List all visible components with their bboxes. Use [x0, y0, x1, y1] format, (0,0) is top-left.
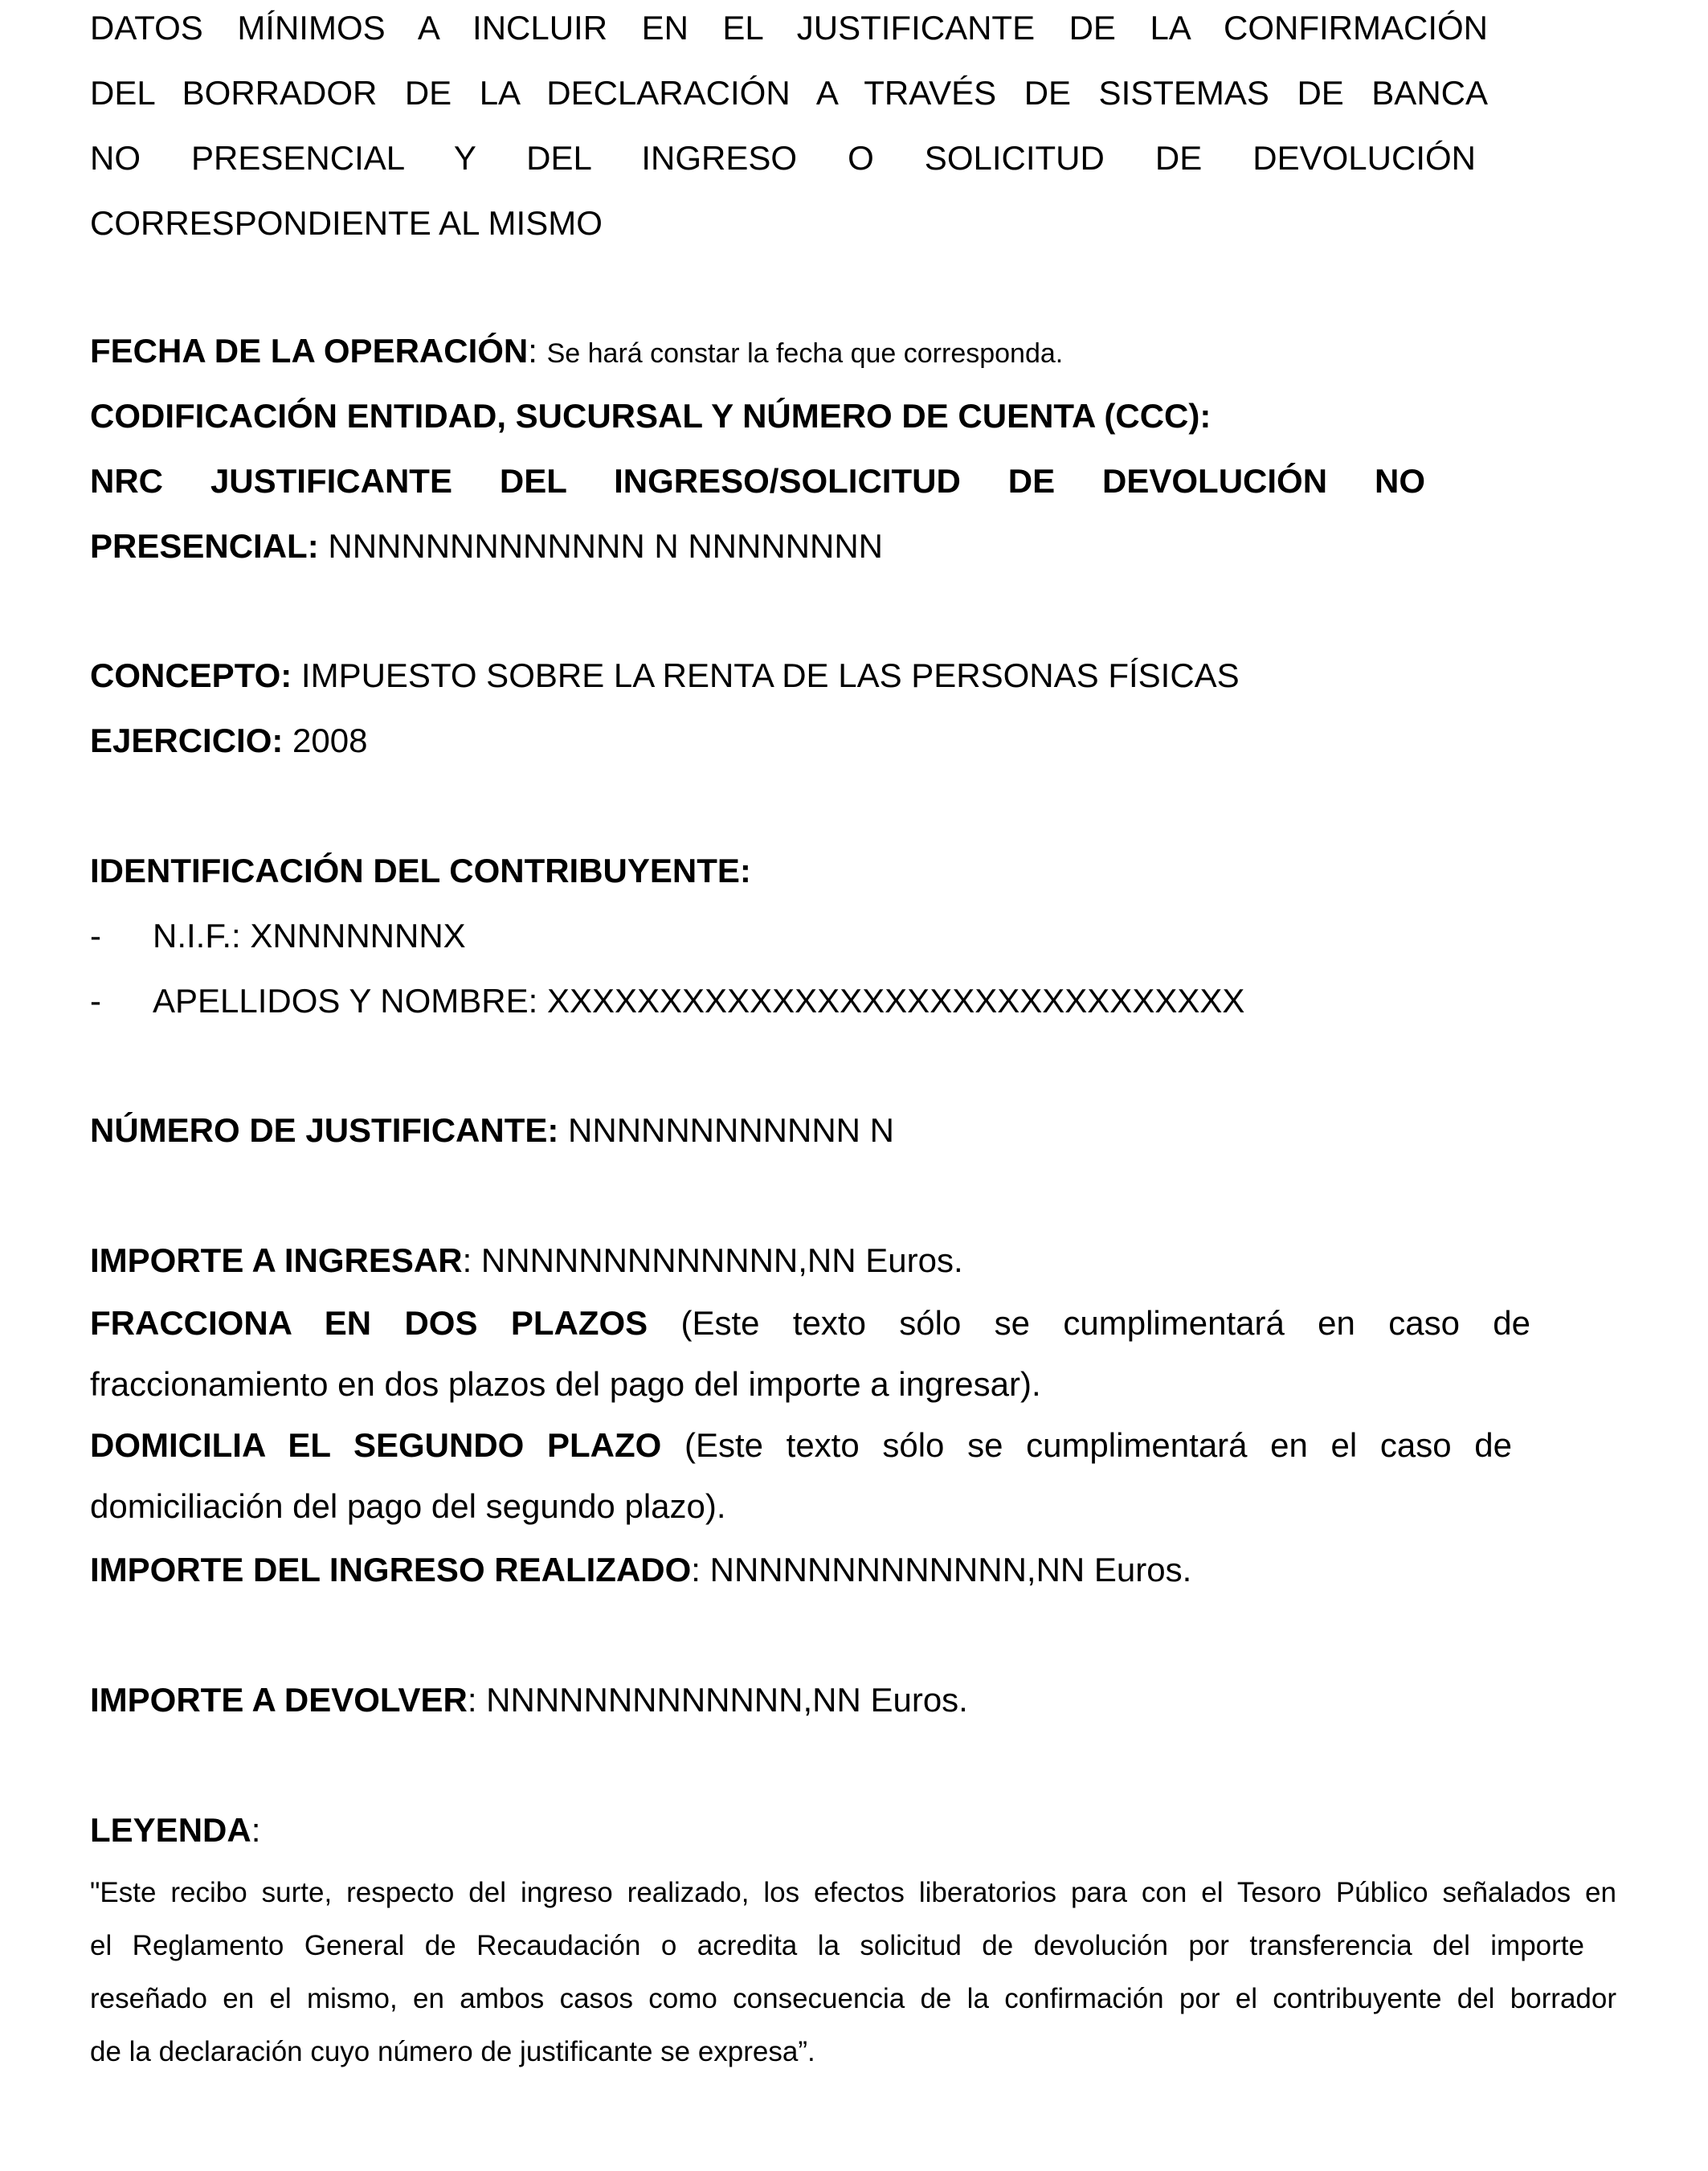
importe-realizado-section	[90, 1537, 1488, 1602]
leyenda-line-1: "Este recibo surte, respecto del ingreso realizado, los efectos liberatorios para con el Tesoro Público señalados en	[90, 1877, 1616, 1908]
heading-line-4: CORRESPONDIENTE AL MISMO	[90, 204, 603, 242]
codificacion-label: CODIFICACIÓN ENTIDAD, SUCURSAL Y NÚMERO DE CUENTA (CCC):	[90, 397, 1212, 435]
leyenda-line-3: reseñado en el mismo, en ambos casos como consecuencia de la confirmación por el contribuyente del borrador	[90, 1983, 1616, 2014]
concepto-label: CONCEPTO:	[90, 656, 292, 694]
concepto-section	[90, 643, 1488, 773]
fecha-section	[90, 318, 1488, 386]
leyenda-heading	[90, 1797, 1488, 1862]
list-item	[90, 903, 1488, 968]
importe-devolver-section	[90, 1667, 1488, 1732]
fecha-label: FECHA DE LA OPERACIÓN	[90, 332, 529, 370]
importe-devolver-value: : NNNNNNNNNNNNN,NN Euros.	[467, 1681, 968, 1719]
domicilia-label: DOMICILIA EL SEGUNDO PLAZO	[90, 1426, 662, 1464]
heading-line-3: NO PRESENCIAL Y DEL INGRESO O SOLICITUD DE DEVOLUCIÓN	[90, 139, 1476, 177]
importe-ingresar-label: IMPORTE A INGRESAR	[90, 1241, 463, 1279]
leyenda-label: LEYENDA	[90, 1811, 251, 1849]
heading-line-2: DEL BORRADOR DE LA DECLARACIÓN A TRAVÉS DE SISTEMAS DE BANCA	[90, 74, 1488, 112]
fracciona-text-2: fraccionamiento en dos plazos del pago del importe a ingresar).	[90, 1365, 1041, 1403]
nif-text: N.I.F.: XNNNNNNNX	[153, 917, 466, 955]
importe-devolver-label: IMPORTE A DEVOLVER	[90, 1681, 468, 1719]
ejercicio-value: 2008	[292, 722, 368, 759]
concepto-value: IMPUESTO SOBRE LA RENTA DE LAS PERSONAS FÍSICAS	[300, 656, 1240, 694]
heading-line-1: DATOS MÍNIMOS A INCLUIR EN EL JUSTIFICANTE DE LA CONFIRMACIÓN	[90, 9, 1488, 47]
leyenda-text	[90, 1866, 1616, 2079]
fecha-value: Se hará constar la fecha que corresponda.	[546, 338, 1064, 369]
fracciona-section	[90, 1293, 1530, 1415]
numero-justificante-label: NÚMERO DE JUSTIFICANTE:	[90, 1111, 559, 1149]
apellidos-text: APELLIDOS Y NOMBRE: XXXXXXXXXXXXXXXXXXXXXXXXXXXXXXX	[153, 982, 1245, 1020]
contribuyente-section	[90, 838, 1488, 1033]
list-dash: -	[90, 917, 101, 955]
fecha-colon: :	[528, 332, 537, 370]
leyenda-colon: :	[251, 1811, 261, 1849]
fracciona-label: FRACCIONA EN DOS PLAZOS	[90, 1304, 648, 1342]
list-item	[90, 968, 1488, 1033]
importe-realizado-value: : NNNNNNNNNNNNN,NN Euros.	[691, 1551, 1192, 1588]
nrc-label-line-1: NRC JUSTIFICANTE DEL INGRESO/SOLICITUD DE DEVOLUCIÓN NO	[90, 462, 1425, 500]
codificacion-section	[90, 383, 1488, 448]
nrc-section	[90, 448, 1425, 579]
fracciona-text-1: (Este texto sólo se cumplimentará en caso de	[680, 1304, 1531, 1342]
leyenda-line-2: el Reglamento General de Recaudación o acredita la solicitud de devolución por transferencia del importe	[90, 1930, 1584, 1961]
nrc-label-line-2: PRESENCIAL:	[90, 527, 319, 565]
importe-realizado-label: IMPORTE DEL INGRESO REALIZADO	[90, 1551, 692, 1588]
leyenda-line-4: de la declaración cuyo número de justificante se expresa”.	[90, 2036, 815, 2067]
domicilia-text-2: domiciliación del pago del segundo plazo).	[90, 1487, 726, 1525]
nrc-value: NNNNNNNNNNNNN N NNNNNNNN	[328, 527, 883, 565]
importe-ingresar-section	[90, 1228, 1488, 1293]
domicilia-section	[90, 1415, 1512, 1537]
list-dash: -	[90, 982, 101, 1020]
contribuyente-label: IDENTIFICACIÓN DEL CONTRIBUYENTE:	[90, 852, 751, 889]
importe-ingresar-value: : NNNNNNNNNNNNN,NN Euros.	[462, 1241, 963, 1279]
ejercicio-label: EJERCICIO:	[90, 722, 284, 759]
numero-justificante-section	[90, 1098, 1488, 1163]
numero-justificante-value: NNNNNNNNNNNN N	[568, 1111, 895, 1149]
document-heading	[90, 0, 1488, 256]
domicilia-text-1: (Este texto sólo se cumplimentará en el caso de	[684, 1426, 1512, 1464]
